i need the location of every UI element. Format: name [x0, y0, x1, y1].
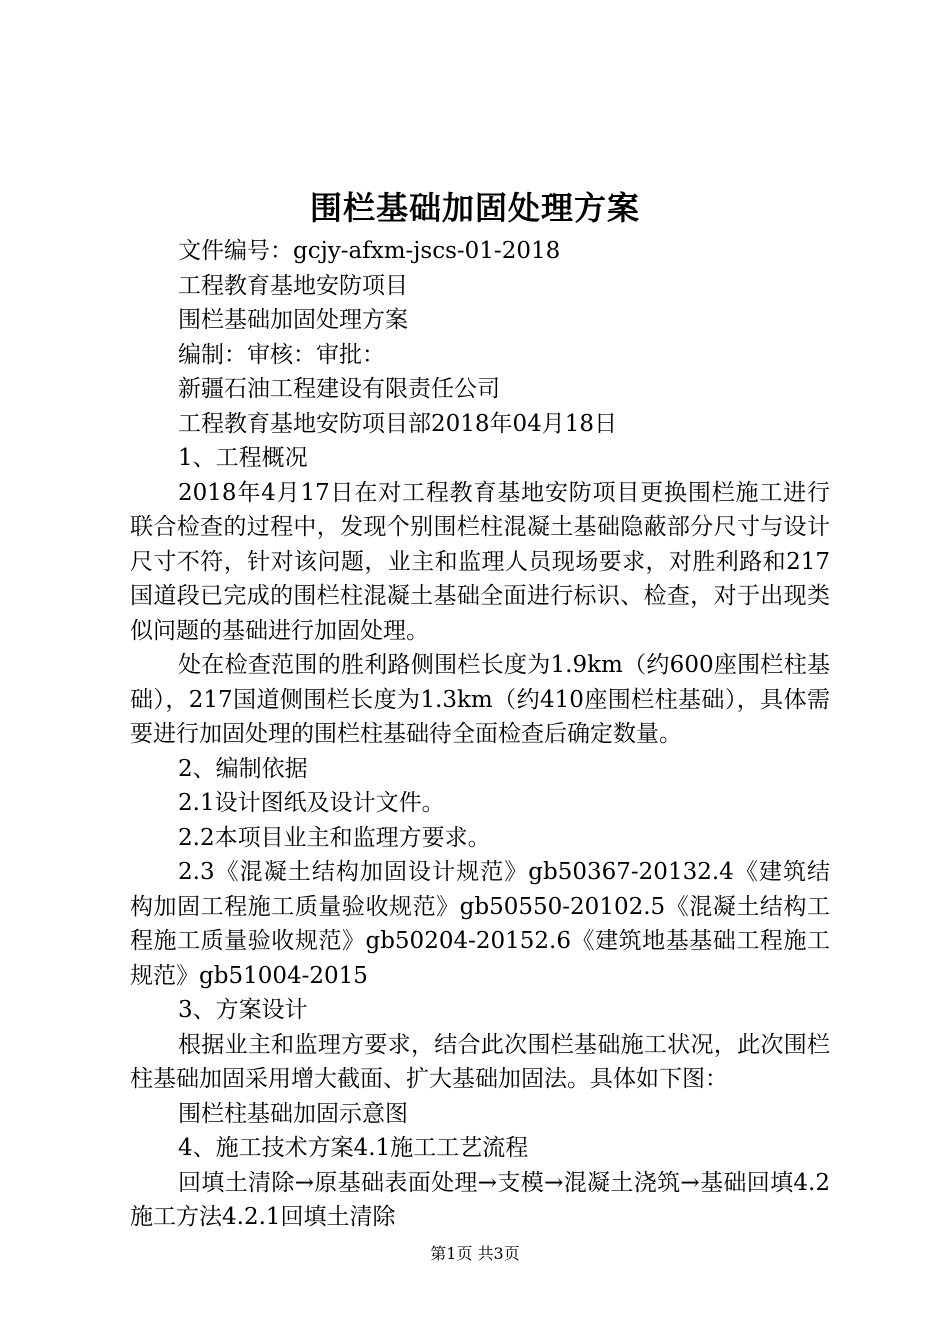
design-paragraph: 根据业主和监理方要求，结合此次围栏基础施工状况，此次围栏柱基础加固采用增大截面、扩大基础加固法。具体如下图：: [130, 1031, 830, 1092]
company-line: 新疆石油工程建设有限责任公司: [178, 376, 500, 402]
document-body: [130, 234, 830, 1235]
basis-item-2-2: 2.2本项目业主和监理方要求。: [178, 824, 491, 851]
page-footer: 第1页 共3页: [430, 1244, 520, 1263]
section-heading-overview: 1、工程概况: [178, 445, 308, 471]
process-flow-paragraph: 回填土清除→原基础表面处理→支模→混凝土浇筑→基础回填4.2施工方法4.2.1回填土清除: [130, 1169, 830, 1230]
file-number-line: 文件编号：gcjy-afxm-jscs-01-2018: [178, 238, 561, 264]
basis-item-2-1: 2.1设计图纸及设计文件。: [178, 790, 445, 816]
overview-paragraph: 2018年4月17日在对工程教育基地安防项目更换围栏施工进行联合检查的过程中，发现个别围栏柱混凝土基础隐蔽部分尺寸与设计尺寸不符，针对该问题，业主和监理人员现场要求，对胜利路和217国道段已完成的围栏柱混凝土基础全面进行标识、检查，对于出现类似问题的基础进行加固处理。: [130, 479, 830, 644]
project-name-line: 工程教育基地安防项目: [178, 272, 408, 299]
section-heading-basis: 2、编制依据: [178, 755, 308, 782]
signatories-line: 编制：审核：审批：: [178, 341, 385, 368]
department-date-line: 工程教育基地安防项目部2018年04月18日: [178, 410, 618, 437]
document-title: 围栏基础加固处理方案: [309, 189, 640, 227]
section-heading-construction: 4、施工技术方案4.1施工工艺流程: [178, 1135, 529, 1161]
plan-name-line: 围栏基础加固处理方案: [178, 307, 408, 333]
section-heading-design: 3、方案设计: [178, 997, 308, 1023]
basis-standards-paragraph: 2.3《混凝土结构加固设计规范》gb50367-20132.4《建筑结构加固工程施工质量验收规范》gb50550-20102.5《混凝土结构工程施工质量验收规范》gb50204-20152.6《建筑地基基础工程施工规范》gb51004-2015: [130, 859, 830, 989]
figure-caption: 围栏柱基础加固示意图: [178, 1100, 408, 1127]
scope-paragraph: 处在检查范围的胜利路侧围栏长度为1.9km（约600座围栏柱基础），217国道侧围栏长度为1.3km（约410座围栏柱基础），具体需要进行加固处理的围栏柱基础待全面检查后确定数量。: [130, 652, 830, 747]
